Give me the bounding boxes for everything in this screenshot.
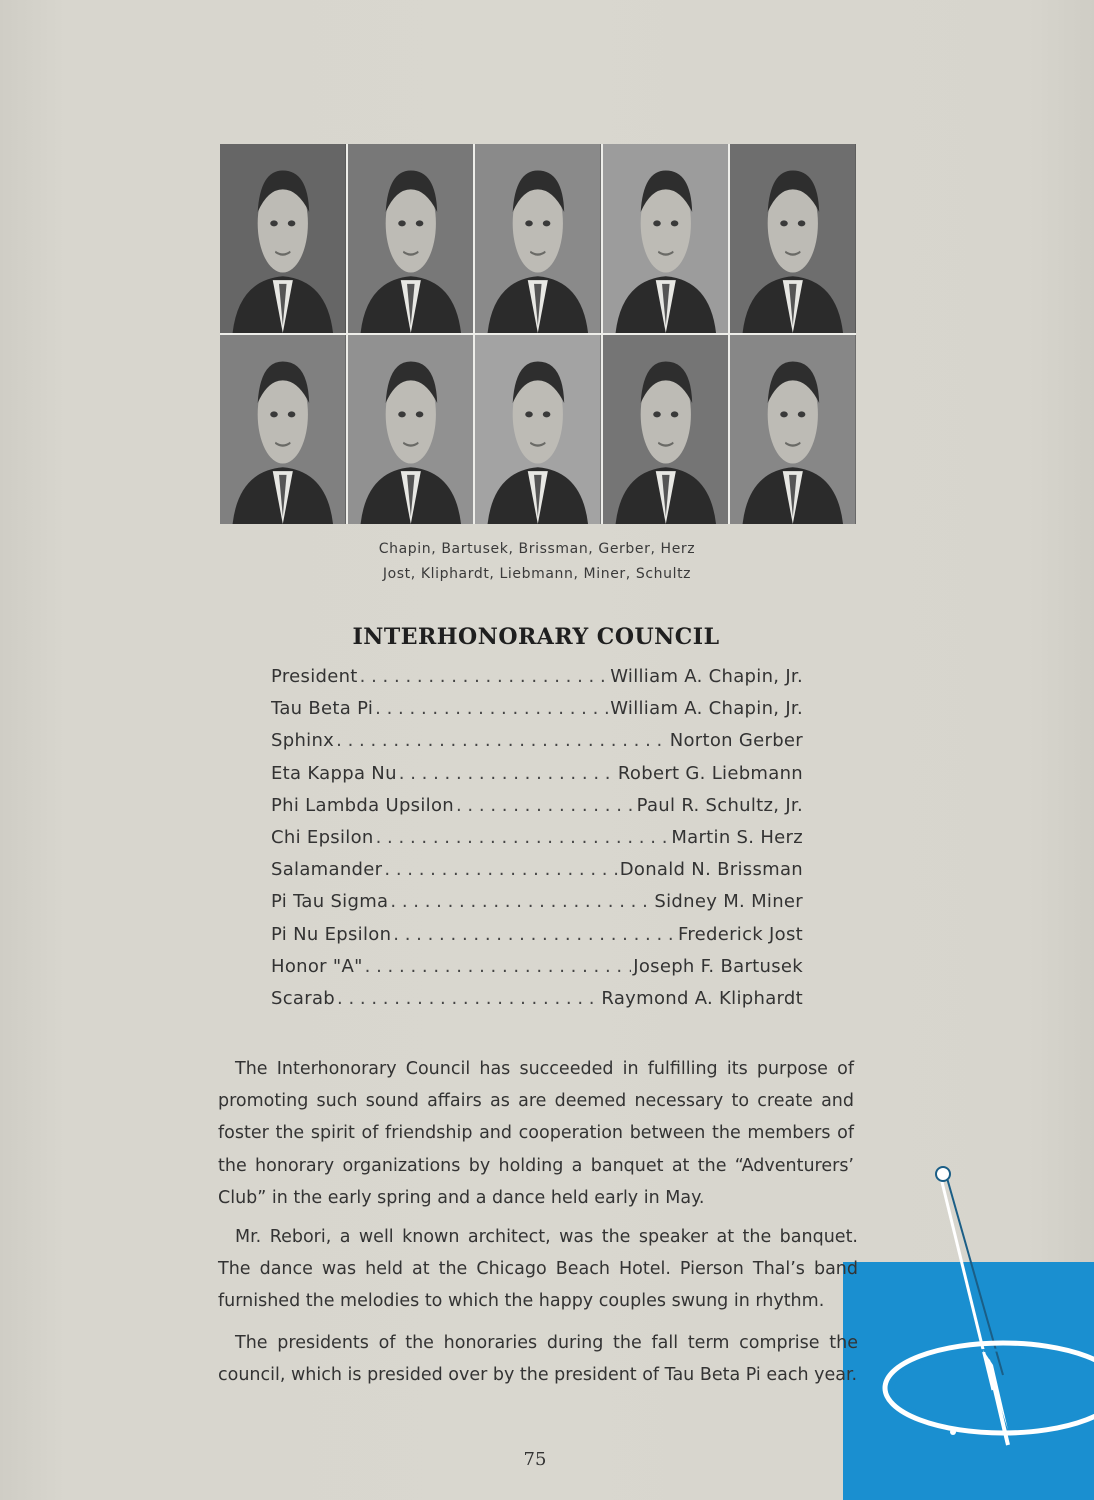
portrait-photo: [220, 335, 346, 524]
officer-name: Joseph F. Bartusek: [633, 955, 803, 977]
page-title: INTERHONORARY COUNCIL: [352, 624, 720, 650]
officer-name: Norton Gerber: [669, 730, 803, 752]
officer-name: William A. Chapin, Jr.: [610, 698, 803, 720]
portrait-silhouette: [220, 144, 346, 333]
officer-name: Sidney M. Miner: [654, 891, 803, 913]
portrait-silhouette: [348, 335, 474, 524]
page-number: 75: [523, 1449, 547, 1470]
body-paragraph: The presidents of the honoraries during the fall term comprise the council, which is presided over by the president of Tau Beta Pi each year.: [218, 1333, 858, 1386]
portrait-silhouette: [475, 144, 601, 333]
body-paragraph: The Interhonorary Council has succeeded in fulfilling its purpose of promoting such sound affairs as are deemed necessary to create and foster the spirit of friendship and cooperation between the members of the honorary organizations by holding a banquet at the “Adventurers’ Club” in the early spring and a dance held early in May.: [218, 1059, 854, 1208]
leader-dots: [375, 698, 608, 719]
officer-role: President: [271, 666, 358, 687]
officer-name: Frederick Jost: [677, 923, 803, 945]
portrait-photo: [603, 335, 729, 524]
officer-row: [271, 730, 803, 762]
officer-role: Scarab: [271, 987, 336, 1009]
officer-row: [271, 924, 803, 956]
officer-row: [271, 763, 803, 795]
officer-row: [271, 666, 803, 698]
officer-name: William A. Chapin, Jr.: [610, 666, 803, 687]
officer-list: [271, 666, 803, 1020]
photo-caption-row-1: Chapin, Bartusek, Brissman, Gerber, Herz: [378, 541, 696, 557]
portrait-silhouette: [220, 335, 346, 524]
portrait-silhouette: [730, 144, 856, 333]
officer-row: [271, 859, 803, 891]
portrait-silhouette: [603, 335, 729, 524]
officer-row: [271, 827, 803, 859]
leader-dots: [390, 891, 652, 912]
officer-role: Pi Nu Epsilon: [271, 923, 392, 945]
officer-name: Paul R. Schultz, Jr.: [636, 794, 803, 816]
leader-dots: [399, 763, 616, 784]
body-paragraph: Mr. Rebori, a well known architect, was the speaker at the banquet. The dance was held at the Chicago Beach Hotel. Pierson Thal’s band furnished the melodies to which the happy couples swung in rhythm.: [218, 1227, 858, 1312]
officer-role: Honor "A": [271, 955, 363, 977]
officer-row: [271, 956, 803, 988]
portrait-photo: [220, 144, 346, 333]
portrait-photo: [348, 335, 474, 524]
portrait-silhouette: [348, 144, 474, 333]
portrait-photo: [603, 144, 729, 333]
portrait-silhouette: [475, 335, 601, 524]
officer-row: [271, 988, 803, 1020]
officer-name: Martin S. Herz: [671, 826, 803, 848]
officer-name: Robert G. Liebmann: [617, 762, 803, 784]
officer-name: Donald N. Brissman: [619, 859, 803, 881]
leader-dots: [376, 827, 670, 848]
leader-dots: [336, 730, 668, 751]
leader-dots: [384, 859, 617, 880]
leader-dots: [456, 795, 635, 816]
officer-role: Pi Tau Sigma: [271, 891, 389, 913]
officer-role: Phi Lambda Upsilon: [271, 794, 454, 816]
leader-dots: [337, 988, 599, 1009]
portrait-photo: [730, 144, 856, 333]
leader-dots: [393, 924, 676, 945]
officer-role: Chi Epsilon: [271, 826, 374, 848]
portrait-grid: [220, 144, 856, 524]
officer-role: Sphinx: [271, 730, 335, 752]
portrait-silhouette: [603, 144, 729, 333]
portrait-photo: [730, 335, 856, 524]
portrait-photo: [475, 144, 601, 333]
officer-row: [271, 891, 803, 923]
officer-role: Salamander: [271, 859, 383, 881]
portrait-silhouette: [730, 335, 856, 524]
officer-role: Eta Kappa Nu: [271, 762, 397, 784]
leader-dots: [360, 666, 609, 687]
leader-dots: [365, 956, 632, 977]
portrait-photo: [348, 144, 474, 333]
portrait-photo: [475, 335, 601, 524]
officer-row: [271, 698, 803, 730]
officer-name: Raymond A. Kliphardt: [601, 987, 803, 1009]
officer-row: [271, 795, 803, 827]
officer-role: Tau Beta Pi: [271, 698, 374, 720]
photo-caption-row-2: Jost, Kliphardt, Liebmann, Miner, Schultz: [382, 566, 692, 582]
